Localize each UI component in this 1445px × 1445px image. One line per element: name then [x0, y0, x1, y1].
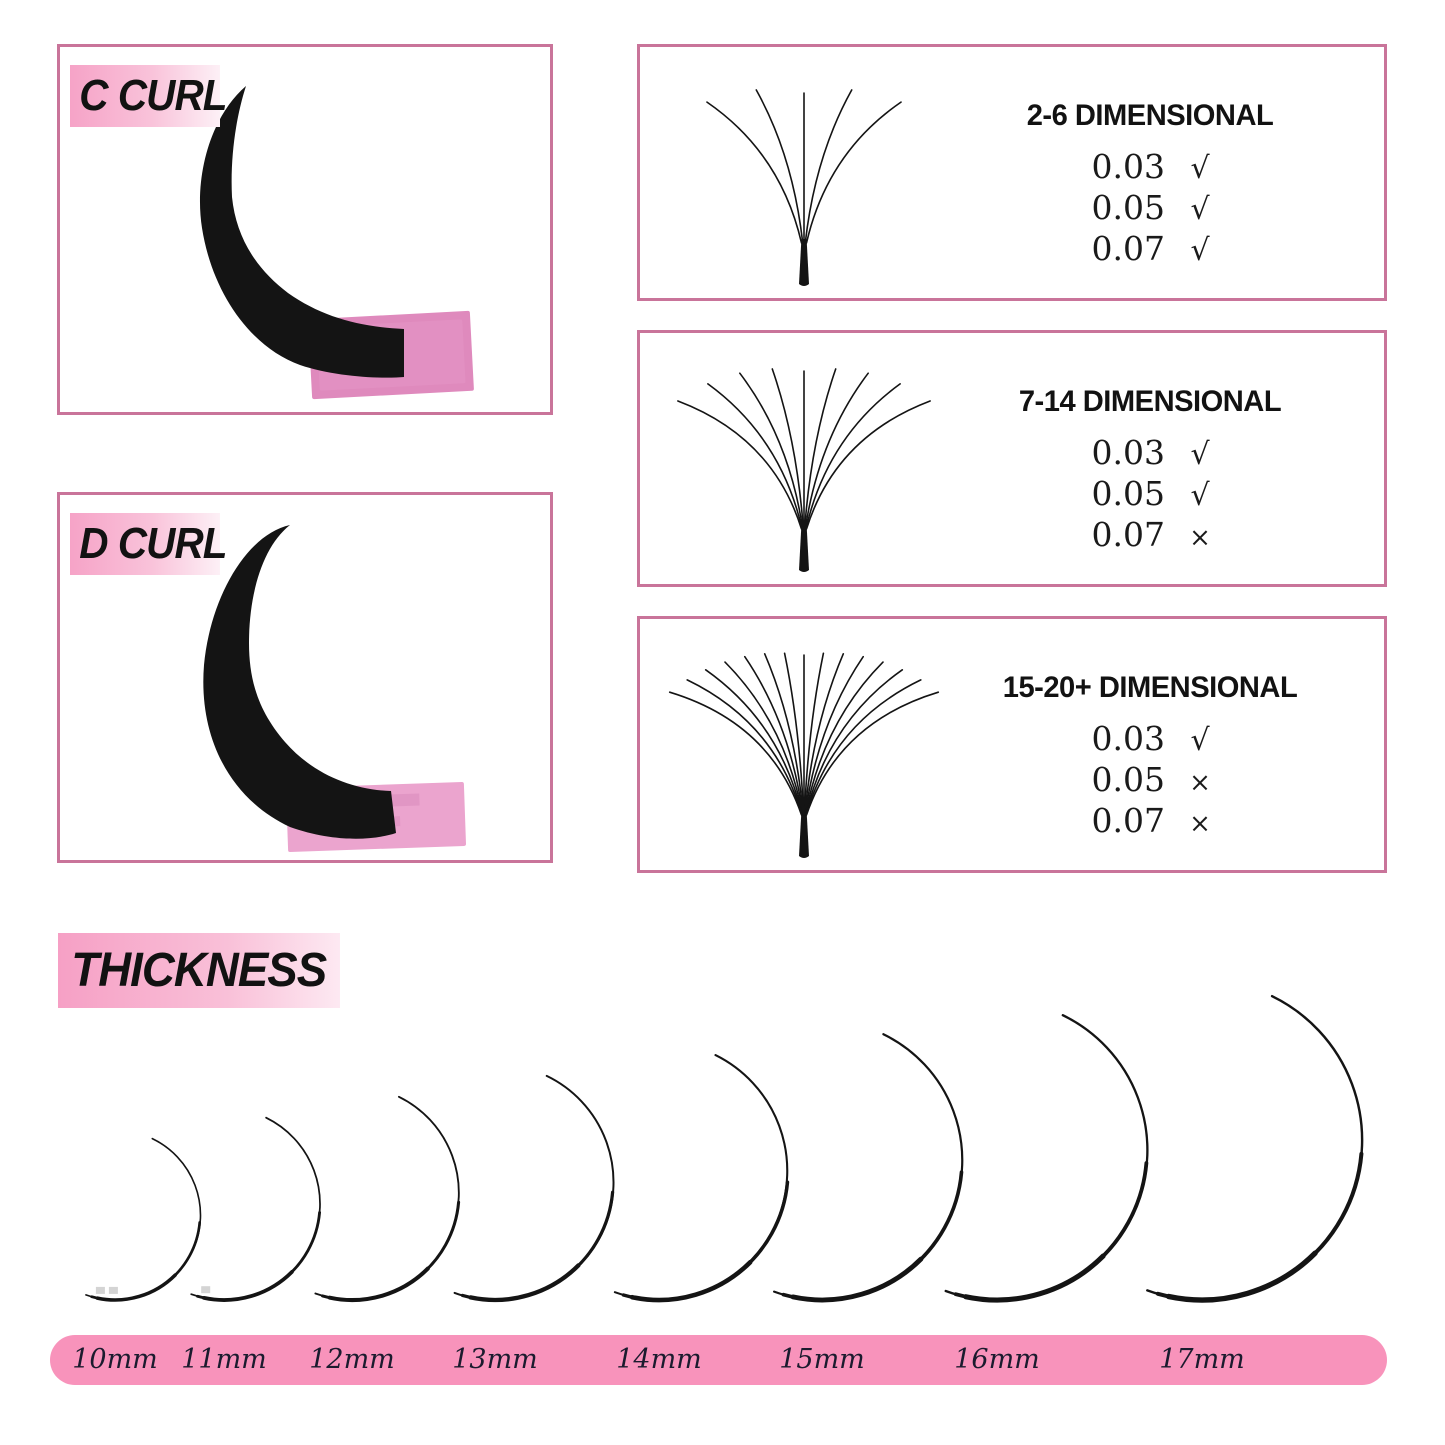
fan-lash: [706, 670, 803, 815]
fan-stem: [799, 811, 809, 858]
thickness-availability-row: [940, 760, 1360, 801]
thickness-value: 0.07: [1091, 515, 1165, 554]
cross-mark-icon: ×: [1189, 768, 1211, 798]
thickness-value: 0.05: [1091, 474, 1165, 513]
c-curl-label-text: C CURL: [79, 71, 227, 120]
lash-fan-image-15d: [654, 625, 954, 863]
thickness-lash-curves-image: [40, 960, 1445, 1320]
fan-lash: [806, 670, 903, 815]
thickness-availability-row: [940, 147, 1360, 188]
fan-lash: [806, 680, 921, 815]
thickness-label-text: THICKNESS: [71, 944, 327, 997]
thickness-lash-curve: [1169, 1253, 1315, 1300]
check-mark-icon: √: [1190, 723, 1210, 758]
thickness-lash-curve: [204, 1272, 292, 1300]
lash-fan-image-9d: [654, 339, 954, 577]
thickness-lash-curve: [946, 1015, 1148, 1300]
size-label-11mm: 11mm: [181, 1344, 267, 1375]
thickness-value: 0.07: [1091, 801, 1165, 840]
lash-root-tape-mark: [96, 1287, 105, 1294]
size-label-15mm: 15mm: [779, 1344, 865, 1375]
dimension-panel-15-20-text: [940, 619, 1360, 870]
size-label-13mm: 13mm: [452, 1344, 538, 1375]
thickness-value: 0.07: [1091, 229, 1165, 268]
thickness-lash-curve: [92, 1222, 200, 1300]
thickness-lash-curve: [783, 1172, 961, 1300]
c-curl-label: [70, 65, 227, 127]
dimension-panel-7-14-title: 7-14 DIMENSIONAL: [1018, 385, 1282, 418]
thickness-value: 0.03: [1091, 719, 1165, 758]
thickness-lash-curve: [323, 1202, 459, 1300]
thickness-lash-curve: [1158, 1154, 1362, 1300]
fan-lash: [707, 102, 802, 243]
size-label-17mm: 17mm: [1159, 1344, 1245, 1375]
size-label-10mm: 10mm: [72, 1344, 158, 1375]
fan-lash: [807, 401, 931, 529]
thickness-value: 0.03: [1091, 147, 1165, 186]
thickness-availability-row: [940, 229, 1360, 270]
fan-lash: [708, 384, 802, 529]
thickness-size-bar: [50, 1335, 1387, 1385]
check-mark-icon: √: [1190, 151, 1210, 186]
dimension-panel-2-6-text: [940, 47, 1360, 298]
dimension-panel-15-20: [637, 616, 1387, 873]
fan-lash: [687, 680, 802, 815]
dimension-panel-15-20-title: 15-20+ DIMENSIONAL: [1002, 671, 1298, 704]
cross-mark-icon: ×: [1189, 809, 1211, 839]
thickness-lash-curve: [793, 1259, 921, 1300]
thickness-lash-curve: [956, 1163, 1147, 1300]
check-mark-icon: √: [1190, 192, 1210, 227]
fan-lash: [806, 384, 900, 529]
dimension-panel-7-14-rows: [940, 433, 1360, 556]
dimension-panel-7-14-text: [940, 333, 1360, 584]
check-mark-icon: √: [1190, 478, 1210, 513]
dimension-panel-7-14: [637, 330, 1387, 587]
thickness-value: 0.05: [1091, 188, 1165, 227]
lash-root-tape-mark: [109, 1287, 118, 1294]
fan-lash: [807, 102, 902, 243]
dimension-panel-2-6: [637, 44, 1387, 301]
c-curl-panel: [57, 44, 553, 415]
thickness-lash-curve: [471, 1265, 579, 1300]
lash-root-tape-mark: [201, 1286, 210, 1293]
thickness-availability-row: [940, 719, 1360, 760]
check-mark-icon: √: [1190, 233, 1210, 268]
thickness-lash-curve: [615, 1055, 787, 1300]
thickness-availability-row: [940, 474, 1360, 515]
size-label-12mm: 12mm: [309, 1344, 395, 1375]
thickness-lash-curve: [623, 1182, 787, 1300]
thickness-availability-row: [940, 515, 1360, 556]
fan-stem: [799, 525, 809, 572]
thickness-availability-row: [940, 188, 1360, 229]
dimension-panel-2-6-title: 2-6 DIMENSIONAL: [1026, 99, 1274, 132]
d-curl-panel: [57, 492, 553, 863]
thickness-lash-curve: [1147, 996, 1362, 1300]
size-label-16mm: 16mm: [954, 1344, 1040, 1375]
thickness-lash-curve: [86, 1139, 201, 1301]
thickness-lash-curve: [198, 1212, 320, 1300]
thickness-value: 0.05: [1091, 760, 1165, 799]
thickness-lash-curve: [191, 1118, 320, 1300]
size-label-14mm: 14mm: [616, 1344, 702, 1375]
d-curl-label: [70, 513, 227, 575]
lash-fan-image-5d: [654, 53, 954, 291]
fan-stem: [799, 239, 809, 286]
thickness-availability-row: [940, 433, 1360, 474]
cross-mark-icon: ×: [1189, 523, 1211, 553]
thickness-lash-curve: [632, 1262, 750, 1300]
dimension-panel-2-6-rows: [940, 147, 1360, 270]
thickness-lash-curve: [774, 1034, 962, 1300]
thickness-lash-curve: [315, 1097, 458, 1300]
d-curl-label-text: D CURL: [79, 519, 227, 568]
fan-lash: [678, 401, 802, 529]
thickness-lash-curve: [966, 1256, 1103, 1300]
thickness-value: 0.03: [1091, 433, 1165, 472]
thickness-lash-curve: [463, 1192, 613, 1300]
dimension-panel-15-20-rows: [940, 719, 1360, 842]
thickness-lash-curve: [455, 1076, 614, 1300]
check-mark-icon: √: [1190, 437, 1210, 472]
thickness-lash-curve: [330, 1269, 428, 1300]
d-curl-lash-shape: [203, 525, 396, 839]
c-curl-lash-shape: [200, 86, 404, 378]
thickness-availability-row: [940, 801, 1360, 842]
